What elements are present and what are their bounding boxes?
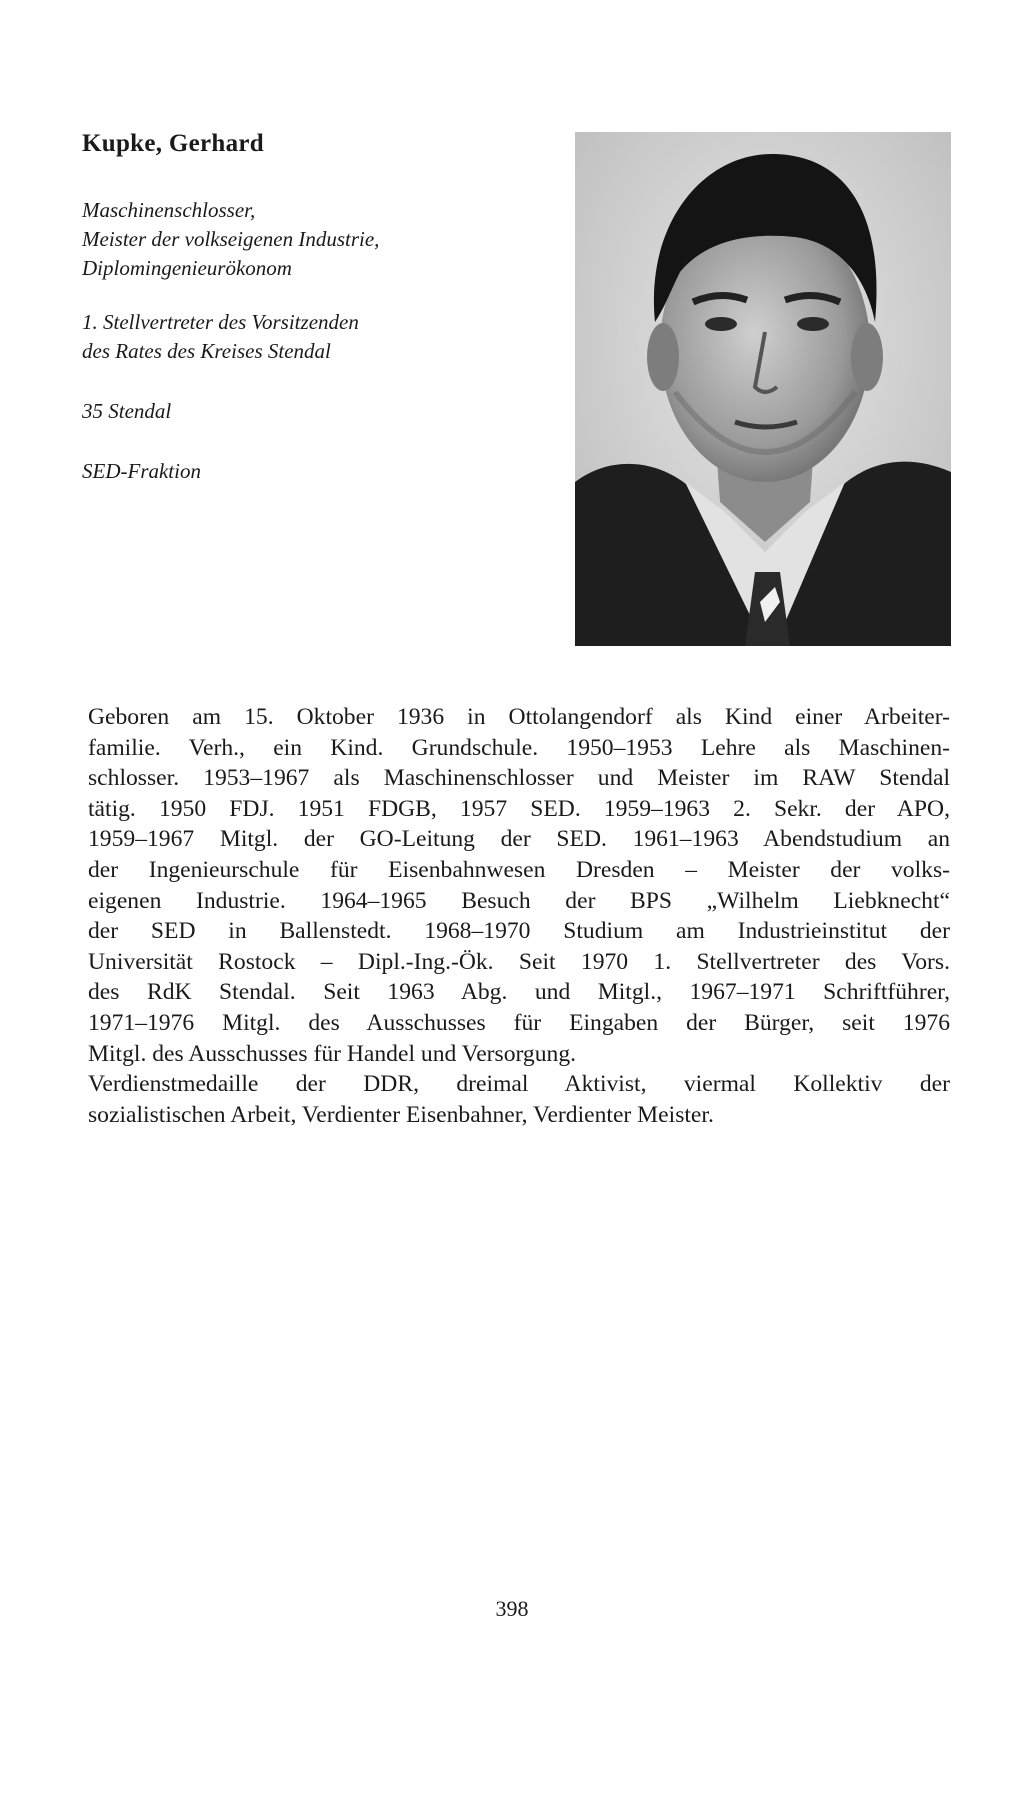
position-line: des Rates des Kreises Stendal — [82, 339, 331, 363]
biography-line: Mitgl. des Ausschusses für Handel und Versorgung. — [88, 1040, 577, 1067]
biography-line: Geboren am 15. Oktober 1936 in Ottolangendorf als Kind einer Arbeiter- — [88, 704, 950, 730]
location: 35 Stendal — [82, 399, 172, 423]
biography-line: des RdK Stendal. Seit 1963 Abg. und Mitgl., 1967–1971 Schriftführer, — [88, 979, 950, 1006]
portrait-photo — [575, 132, 951, 646]
biography-line: schlosser. 1953–1967 als Maschinenschlosser und Meister im RAW Stendal — [88, 765, 950, 792]
biography-line: tätig. 1950 FDJ. 1951 FDGB, 1957 SED. 1959–1963 2. Sekr. der APO, — [88, 795, 950, 822]
portrait-illustration — [575, 132, 951, 646]
biography-text — [88, 702, 950, 1130]
biography-line: Universität Rostock – Dipl.-Ing.-Ök. Seit 1970 1. Stellvertreter des Vors. — [88, 948, 950, 975]
biography-line: 1971–1976 Mitgl. des Ausschusses für Eingaben der Bürger, seit 1976 — [88, 1009, 950, 1036]
profession-line: Meister der volkseigenen Industrie, — [82, 227, 380, 251]
biography-line: sozialistischen Arbeit, Verdienter Eisenbahner, Verdienter Meister. — [88, 1101, 714, 1128]
biography-line: 1959–1967 Mitgl. der GO-Leitung der SED. 1961–1963 Abendstudium an — [88, 826, 950, 853]
biography-line: Verdienstmedaille der DDR, dreimal Aktivist, viermal Kollektiv der — [88, 1071, 950, 1098]
header-details — [82, 196, 522, 486]
person-name: Kupke, Gerhard — [82, 130, 264, 157]
position-line: 1. Stellvertreter des Vorsitzenden — [82, 310, 359, 334]
profession-line: Maschinenschlosser, — [82, 198, 256, 222]
biography-line: der Ingenieurschule für Eisenbahnwesen Dresden – Meister der volks- — [88, 856, 950, 883]
biography-line: eigenen Industrie. 1964–1965 Besuch der BPS „Wilhelm Liebknecht“ — [88, 887, 950, 914]
faction: SED-Fraktion — [82, 459, 201, 483]
page-number: 398 — [495, 1596, 529, 1621]
biography-line: familie. Verh., ein Kind. Grundschule. 1950–1953 Lehre als Maschinen- — [88, 734, 950, 761]
profession-line: Diplomingenieurökonom — [82, 256, 292, 280]
biography-line: der SED in Ballenstedt. 1968–1970 Studium am Industrieinstitut der — [88, 918, 950, 945]
